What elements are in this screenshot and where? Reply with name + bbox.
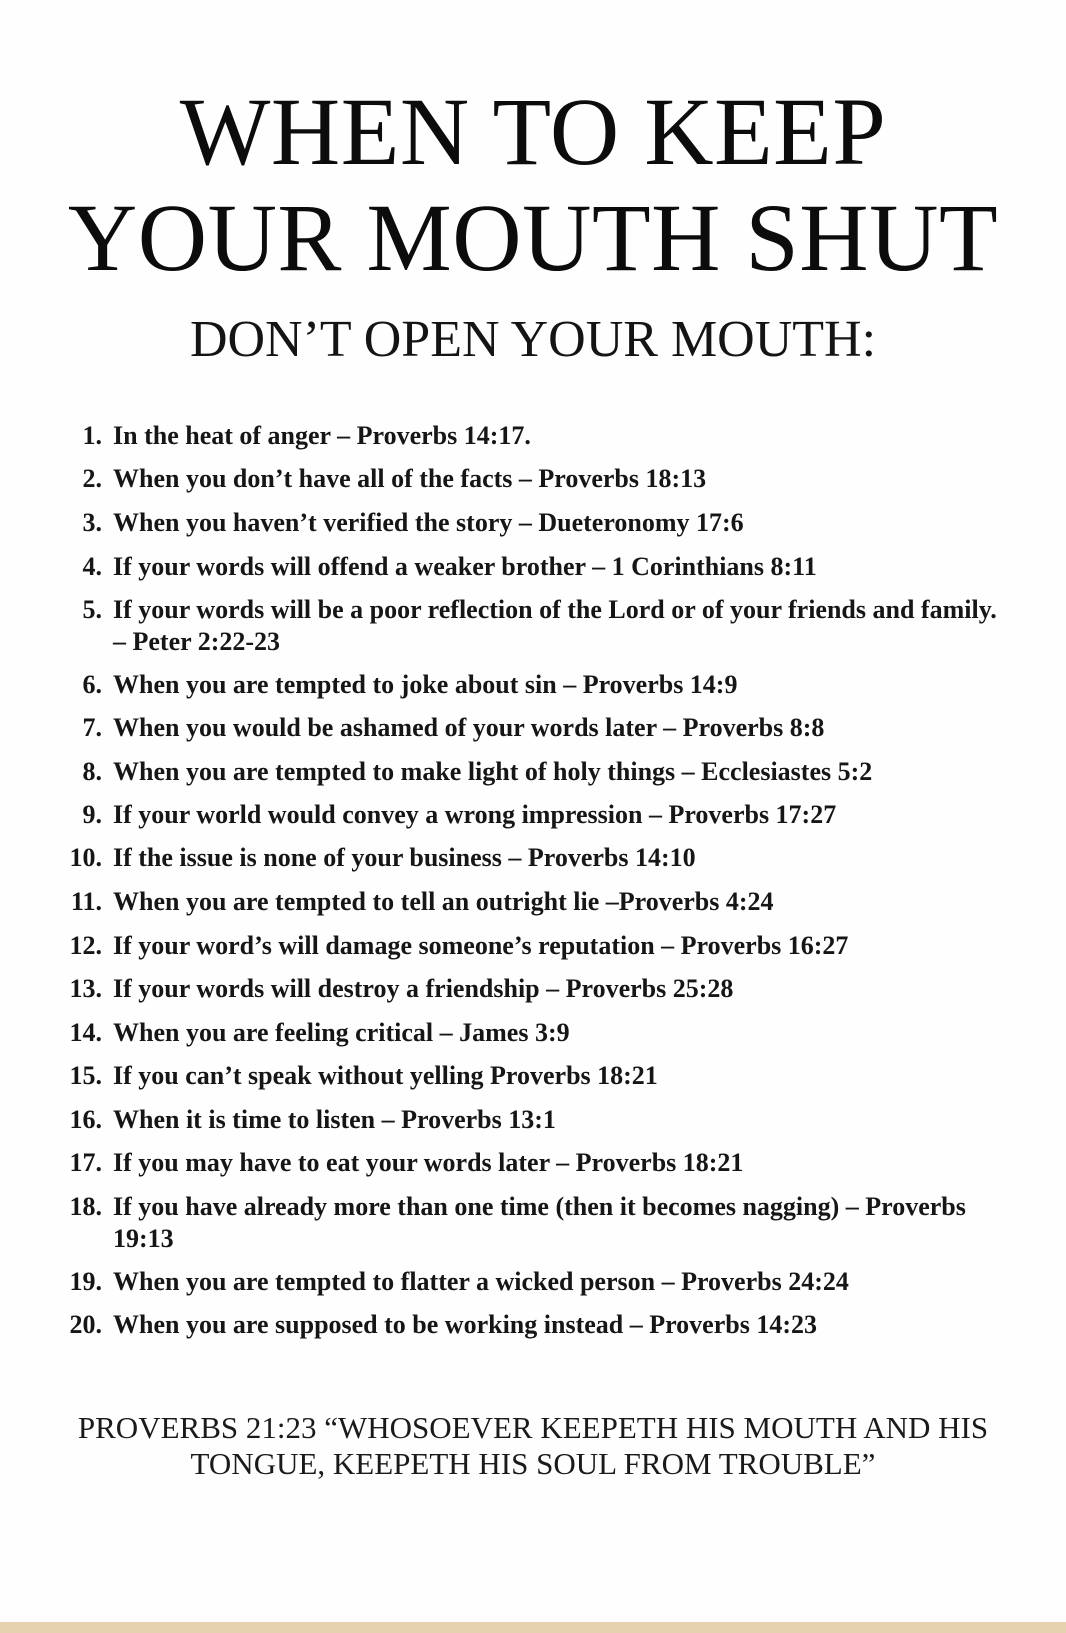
list-item-number: 16. bbox=[69, 1105, 102, 1134]
title-line-2: YOUR MOUTH SHUT bbox=[67, 184, 999, 291]
list-item-text: When you are tempted to make light of holy things – Ecclesiastes 5:2 bbox=[113, 757, 873, 786]
list-item-text: If you can’t speak without yelling Proverbs 18:21 bbox=[113, 1061, 658, 1090]
list-item-number: 9. bbox=[82, 800, 102, 829]
list-item bbox=[0, 1191, 1066, 1255]
list-item bbox=[0, 973, 1066, 1005]
list-item-text: When you are supposed to be working instead – Proverbs 14:23 bbox=[113, 1310, 817, 1339]
list-item-number: 15. bbox=[69, 1061, 102, 1090]
list-item-number: 2. bbox=[82, 464, 102, 493]
list-item-text: If your words will offend a weaker brother – 1 Corinthians 8:11 bbox=[113, 552, 817, 581]
list-item bbox=[0, 420, 1066, 452]
list-item-text: If your words will be a poor reflection of the Lord or of your friends and family. – Peter 2:22-23 bbox=[113, 595, 997, 656]
list-item-number: 1. bbox=[82, 421, 102, 450]
title-line-1: WHEN TO KEEP bbox=[179, 78, 887, 185]
list-item bbox=[0, 1147, 1066, 1179]
list-item-number: 3. bbox=[82, 508, 102, 537]
list-item-text: When you would be ashamed of your words later – Proverbs 8:8 bbox=[113, 713, 825, 742]
list-item-number: 18. bbox=[69, 1192, 102, 1221]
list-item bbox=[0, 712, 1066, 744]
list-item-number: 11. bbox=[70, 887, 102, 916]
list-item bbox=[0, 551, 1066, 583]
list-item-number: 5. bbox=[82, 595, 102, 624]
list-item bbox=[0, 1060, 1066, 1092]
list-item bbox=[0, 1104, 1066, 1136]
list-item bbox=[0, 669, 1066, 701]
list-item-text: When you are tempted to tell an outright lie –Proverbs 4:24 bbox=[113, 887, 774, 916]
list-item bbox=[0, 1309, 1066, 1341]
list-item-number: 14. bbox=[69, 1018, 102, 1047]
list-item bbox=[0, 886, 1066, 918]
list-item-text: When you are tempted to flatter a wicked person – Proverbs 24:24 bbox=[113, 1267, 849, 1296]
list-item-text: If the issue is none of your business – Proverbs 14:10 bbox=[113, 843, 696, 872]
list-item-text: If your word’s will damage someone’s reputation – Proverbs 16:27 bbox=[113, 931, 849, 960]
list-item bbox=[0, 594, 1066, 658]
list-item bbox=[0, 463, 1066, 495]
list-item bbox=[0, 507, 1066, 539]
list-item-text: In the heat of anger – Proverbs 14:17. bbox=[113, 421, 531, 450]
list-item bbox=[0, 1017, 1066, 1049]
list-item-number: 6. bbox=[82, 670, 102, 699]
bottom-border-strip bbox=[0, 1622, 1066, 1633]
list-item bbox=[0, 756, 1066, 788]
list-item-number: 8. bbox=[82, 757, 102, 786]
list-item-text: If your words will destroy a friendship – Proverbs 25:28 bbox=[113, 974, 734, 1003]
list-item-text: If you may have to eat your words later – Proverbs 18:21 bbox=[113, 1148, 744, 1177]
list-item-text: If your world would convey a wrong impression – Proverbs 17:27 bbox=[113, 800, 837, 829]
list-item-text: When it is time to listen – Proverbs 13:1 bbox=[113, 1105, 556, 1134]
list-item-number: 13. bbox=[69, 974, 102, 1003]
list-item-text: If you have already more than one time (then it becomes nagging) – Proverbs 19:13 bbox=[113, 1192, 966, 1253]
list-item-text: When you haven’t verified the story – Dueteronomy 17:6 bbox=[113, 508, 744, 537]
list-item-number: 12. bbox=[69, 931, 102, 960]
list-item bbox=[0, 842, 1066, 874]
list-item-number: 10. bbox=[69, 843, 102, 872]
list-item-number: 4. bbox=[82, 552, 102, 581]
list-item bbox=[0, 930, 1066, 962]
subtitle: DON’T OPEN YOUR MOUTH: bbox=[189, 311, 877, 368]
list-item bbox=[0, 799, 1066, 831]
list-item-number: 20. bbox=[69, 1310, 102, 1339]
closing-verse: PROVERBS 21:23 “WHOSOEVER KEEPETH HIS MOUTH AND HIS TONGUE, KEEPETH HIS SOUL FROM TROUBLE” bbox=[77, 1410, 989, 1481]
list-item-number: 7. bbox=[82, 713, 102, 742]
list-item bbox=[0, 1266, 1066, 1298]
list-item-text: When you don’t have all of the facts – Proverbs 18:13 bbox=[113, 464, 707, 493]
list-item-text: When you are tempted to joke about sin – Proverbs 14:9 bbox=[113, 670, 738, 699]
list-item-number: 17. bbox=[69, 1148, 102, 1177]
list-item-text: When you are feeling critical – James 3:9 bbox=[113, 1018, 570, 1047]
list-item-number: 19. bbox=[69, 1267, 102, 1296]
